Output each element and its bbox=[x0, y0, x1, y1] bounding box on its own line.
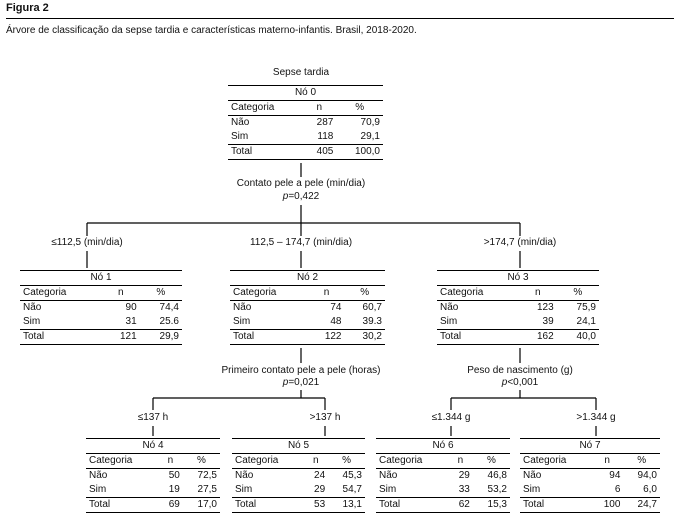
col-pct: % bbox=[140, 286, 182, 301]
cell-pct: 60,7 bbox=[362, 302, 382, 313]
cell-pct: 94,0 bbox=[637, 470, 657, 481]
table-row bbox=[376, 483, 510, 498]
col-n: n bbox=[519, 286, 557, 301]
cell-n: 29 bbox=[314, 484, 326, 495]
col-categoria: Categoria bbox=[437, 286, 519, 301]
col-pct: % bbox=[336, 101, 383, 116]
cell-pct: 53,2 bbox=[487, 484, 507, 495]
cell-categoria: Não bbox=[523, 470, 542, 481]
node-title: Nó 4 bbox=[86, 438, 220, 454]
cell-pct: 13,1 bbox=[328, 498, 365, 513]
table-row bbox=[437, 315, 599, 330]
col-categoria: Categoria bbox=[520, 454, 591, 469]
table-row-total bbox=[20, 330, 182, 345]
cell-n: 39 bbox=[542, 316, 554, 327]
cell-pct: 72,5 bbox=[197, 470, 217, 481]
cell-n: 74 bbox=[330, 302, 342, 313]
cell-n: 53 bbox=[303, 498, 328, 513]
branch-label-n5: >137 h bbox=[309, 412, 341, 423]
cell-n: 287 bbox=[316, 117, 334, 128]
col-n: n bbox=[448, 454, 473, 469]
cell-categoria: Total bbox=[228, 145, 302, 160]
col-pct: % bbox=[557, 286, 599, 301]
cell-pct: 24,1 bbox=[576, 316, 596, 327]
node-4 bbox=[86, 438, 220, 513]
node-title: Nó 5 bbox=[232, 438, 365, 454]
cell-categoria: Total bbox=[86, 498, 158, 513]
table-row-total bbox=[376, 498, 510, 513]
split-3-pvalue: p<0,001 bbox=[501, 377, 539, 388]
table-row bbox=[376, 469, 510, 484]
cell-categoria: Total bbox=[232, 498, 303, 513]
col-pct: % bbox=[328, 454, 365, 469]
cell-categoria: Total bbox=[520, 498, 591, 513]
cell-categoria: Sim bbox=[235, 484, 253, 495]
cell-n: 62 bbox=[448, 498, 473, 513]
cell-pct: 46,8 bbox=[487, 470, 507, 481]
table-row-total bbox=[437, 330, 599, 345]
node-title: Nó 6 bbox=[376, 438, 510, 454]
cell-pct: 39.3 bbox=[362, 316, 382, 327]
cell-pct: 70,9 bbox=[360, 117, 380, 128]
col-n: n bbox=[303, 454, 328, 469]
cell-pct: 17,0 bbox=[183, 498, 220, 513]
split-3-variable: Peso de nascimento (g) bbox=[467, 365, 573, 376]
cell-pct: 54,7 bbox=[342, 484, 362, 495]
table-row bbox=[228, 130, 383, 145]
cell-n: 100 bbox=[591, 498, 624, 513]
figure-title: Figura 2 bbox=[6, 2, 49, 14]
col-categoria: Categoria bbox=[86, 454, 158, 469]
table-row bbox=[20, 301, 182, 316]
node-title: Nó 2 bbox=[230, 270, 385, 286]
branch-label-mid: 112,5 – 174,7 (min/dia) bbox=[249, 237, 353, 248]
col-n: n bbox=[308, 286, 344, 301]
cell-pct: 6,0 bbox=[643, 484, 657, 495]
table-row bbox=[86, 469, 220, 484]
cell-n: 33 bbox=[458, 484, 470, 495]
cell-categoria: Sim bbox=[379, 484, 397, 495]
table-row bbox=[232, 483, 365, 498]
col-n: n bbox=[302, 101, 336, 116]
cell-categoria: Não bbox=[89, 470, 108, 481]
branch-label-right: >174,7 (min/dia) bbox=[483, 237, 557, 248]
table-row-total bbox=[86, 498, 220, 513]
col-pct: % bbox=[473, 454, 510, 469]
cell-pct: 30,2 bbox=[345, 330, 386, 345]
table-row-total bbox=[520, 498, 660, 513]
cell-n: 162 bbox=[519, 330, 557, 345]
cell-pct: 75,9 bbox=[576, 302, 596, 313]
cell-pct: 40,0 bbox=[557, 330, 599, 345]
col-pct: % bbox=[345, 286, 386, 301]
cell-categoria: Sim bbox=[23, 316, 41, 327]
figure-caption: Árvore de classificação da sepse tardia e características materno-infantis. Brasil, 2018-2020. bbox=[6, 25, 417, 36]
cell-pct: 15,3 bbox=[473, 498, 510, 513]
table-row bbox=[20, 315, 182, 330]
col-categoria: Categoria bbox=[376, 454, 448, 469]
table-row bbox=[437, 301, 599, 316]
branch-label-n4: ≤137 h bbox=[137, 412, 169, 423]
cell-categoria: Não bbox=[379, 470, 398, 481]
cell-n: 29 bbox=[458, 470, 470, 481]
branch-label-left: ≤112,5 (min/dia) bbox=[51, 237, 123, 248]
node-title: Nó 3 bbox=[437, 270, 599, 286]
cell-pct: 24,7 bbox=[623, 498, 660, 513]
col-categoria: Categoria bbox=[228, 101, 302, 116]
cell-n: 405 bbox=[302, 145, 336, 160]
table-row-total bbox=[230, 330, 385, 345]
cell-n: 69 bbox=[158, 498, 183, 513]
node-table bbox=[232, 454, 365, 513]
cell-categoria: Sim bbox=[233, 316, 251, 327]
cell-categoria: Sim bbox=[231, 131, 249, 142]
col-n: n bbox=[158, 454, 183, 469]
table-row bbox=[520, 469, 660, 484]
cell-n: 48 bbox=[330, 316, 342, 327]
cell-categoria: Não bbox=[235, 470, 254, 481]
node-table bbox=[520, 454, 660, 513]
node-table bbox=[376, 454, 510, 513]
cell-n: 19 bbox=[168, 484, 180, 495]
col-categoria: Categoria bbox=[230, 286, 308, 301]
table-row-total bbox=[228, 145, 383, 160]
root-label: Sepse tardia bbox=[272, 67, 330, 78]
node-5 bbox=[232, 438, 365, 513]
cell-pct: 100,0 bbox=[336, 145, 383, 160]
col-categoria: Categoria bbox=[20, 286, 102, 301]
node-table bbox=[230, 286, 385, 345]
cell-pct: 29,1 bbox=[360, 131, 380, 142]
cell-categoria: Sim bbox=[523, 484, 541, 495]
cell-n: 90 bbox=[125, 302, 137, 313]
col-categoria: Categoria bbox=[232, 454, 303, 469]
col-pct: % bbox=[183, 454, 220, 469]
node-6 bbox=[376, 438, 510, 513]
cell-n: 118 bbox=[317, 131, 334, 142]
split-2-pvalue: p=0,021 bbox=[282, 377, 320, 388]
table-row bbox=[86, 483, 220, 498]
table-row bbox=[520, 483, 660, 498]
table-row bbox=[232, 469, 365, 484]
cell-n: 6 bbox=[614, 484, 621, 495]
node-0 bbox=[228, 85, 383, 160]
cell-categoria: Total bbox=[437, 330, 519, 345]
split-0-pvalue: p=0,422 bbox=[282, 191, 320, 202]
node-1 bbox=[20, 270, 182, 345]
cell-pct: 45,3 bbox=[342, 470, 362, 481]
node-table bbox=[228, 101, 383, 160]
cell-categoria: Não bbox=[440, 302, 459, 313]
col-pct: % bbox=[623, 454, 660, 469]
cell-pct: 29,9 bbox=[140, 330, 182, 345]
cell-categoria: Sim bbox=[89, 484, 107, 495]
cell-categoria: Total bbox=[230, 330, 308, 345]
col-n: n bbox=[102, 286, 140, 301]
cell-categoria: Não bbox=[231, 117, 250, 128]
cell-pct: 74,4 bbox=[159, 302, 179, 313]
cell-pct: 27,5 bbox=[197, 484, 217, 495]
cell-categoria: Total bbox=[20, 330, 102, 345]
table-row bbox=[228, 116, 383, 131]
node-table bbox=[86, 454, 220, 513]
cell-n: 122 bbox=[308, 330, 344, 345]
cell-n: 121 bbox=[102, 330, 140, 345]
node-table bbox=[20, 286, 182, 345]
table-row-total bbox=[232, 498, 365, 513]
cell-n: 24 bbox=[314, 470, 326, 481]
col-n: n bbox=[591, 454, 624, 469]
node-7 bbox=[520, 438, 660, 513]
cell-categoria: Não bbox=[233, 302, 252, 313]
split-0-variable: Contato pele a pele (min/dia) bbox=[236, 178, 366, 189]
node-title: Nó 0 bbox=[228, 85, 383, 101]
node-table bbox=[437, 286, 599, 345]
branch-label-n6: ≤1.344 g bbox=[431, 412, 471, 423]
split-2-variable: Primeiro contato pele a pele (horas) bbox=[221, 365, 381, 376]
table-row bbox=[230, 301, 385, 316]
cell-pct: 25.6 bbox=[159, 316, 179, 327]
cell-categoria: Não bbox=[23, 302, 42, 313]
node-title: Nó 1 bbox=[20, 270, 182, 286]
node-2 bbox=[230, 270, 385, 345]
table-row bbox=[230, 315, 385, 330]
cell-n: 50 bbox=[168, 470, 180, 481]
cell-n: 123 bbox=[536, 302, 554, 313]
cell-categoria: Total bbox=[376, 498, 448, 513]
node-title: Nó 7 bbox=[520, 438, 660, 454]
branch-label-n7: >1.344 g bbox=[576, 412, 616, 423]
cell-categoria: Sim bbox=[440, 316, 458, 327]
node-3 bbox=[437, 270, 599, 345]
cell-n: 94 bbox=[609, 470, 621, 481]
cell-n: 31 bbox=[125, 316, 137, 327]
